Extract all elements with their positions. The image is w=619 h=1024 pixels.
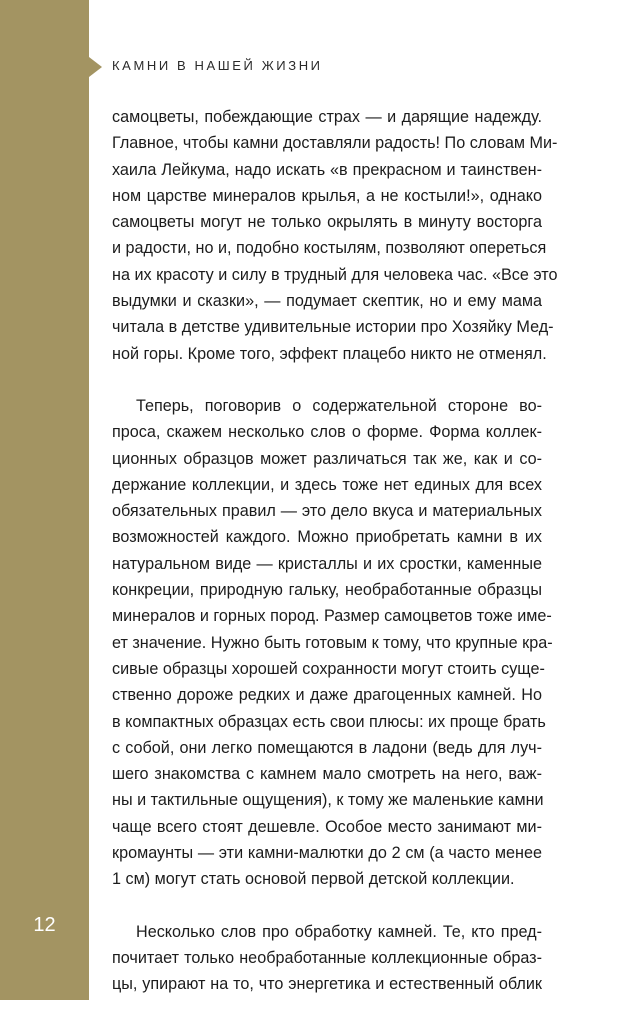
text-line: кромаунты — эти камни-малютки до 2 см (а часто менее bbox=[112, 844, 542, 863]
text-line: конкреции, природную гальку, необработанные образцы bbox=[112, 581, 542, 600]
text-line: чаще всего стоят дешевле. Особое место занимают ми- bbox=[112, 817, 542, 836]
running-head: КАМНИ В НАШЕЙ ЖИЗНИ bbox=[112, 58, 323, 73]
text-line: проса, скажем несколько слов о форме. Форма коллек- bbox=[112, 423, 542, 442]
text-line: сивые образцы хорошей сохранности могут стоить суще- bbox=[112, 659, 545, 678]
text-line: 1 см) могут стать основой первой детской коллекции. bbox=[112, 870, 515, 889]
text-line: обязательных правил — это дело вкуса и материальных bbox=[112, 502, 542, 521]
text-line: ственно дороже редких и даже драгоценных камней. Но bbox=[112, 686, 542, 705]
text-line: ном царстве минералов крылья, а не костыли!», однако bbox=[112, 186, 542, 205]
text-line: держание коллекции, и здесь тоже нет единых для всех bbox=[112, 475, 542, 494]
text-line: почитает только необработанные коллекционные образ- bbox=[112, 948, 542, 967]
text-line: Теперь, поговорив о содержательной стороне во- bbox=[136, 396, 542, 415]
text-line: минералов и горных пород. Размер самоцветов тоже име- bbox=[112, 607, 552, 626]
paragraph-2 bbox=[112, 393, 553, 893]
text-line: с собой, они легко помещаются в ладони (ведь для луч- bbox=[112, 738, 542, 757]
page-number: 12 bbox=[33, 914, 56, 936]
text-line: самоцветы, побеждающие страх — и дарящие надежду. bbox=[112, 108, 542, 126]
text-line: выдумки и сказки», — подумает скептик, но и ему мама bbox=[112, 292, 542, 311]
text-line: ционных образцов может различаться так же, как и со- bbox=[112, 449, 542, 468]
body-text bbox=[112, 104, 558, 1024]
text-line: на их красоту и силу в трудный для человека час. «Все это bbox=[112, 265, 558, 284]
text-line: цы, упирают на то, что энергетика и естественный облик bbox=[112, 975, 542, 994]
text-line: хаила Лейкума, надо искать «в прекрасном и таинствен- bbox=[112, 160, 542, 179]
paragraph-1 bbox=[112, 104, 558, 367]
text-line: ны и тактильные ощущения), к тому же маленькие камни bbox=[112, 791, 544, 810]
text-line: Несколько слов про обработку камней. Те, кто пред- bbox=[136, 922, 542, 941]
text-line: натуральном виде — кристаллы и их сростки, каменные bbox=[112, 554, 542, 573]
text-line: шего знакомства с камнем мало смотреть на него, важ- bbox=[112, 765, 542, 784]
text-line: Главное, чтобы камни доставляли радость! По словам Ми- bbox=[112, 134, 558, 153]
text-line: ной горы. Кроме того, эффект плацебо никто не отменял. bbox=[112, 344, 547, 363]
running-head-marker bbox=[89, 57, 102, 77]
text-line: возможностей каждого. Можно приобретать камни в их bbox=[112, 528, 542, 547]
text-line: ет значение. Нужно быть готовым к тому, что крупные кра- bbox=[112, 633, 553, 652]
text-line: самоцветы могут не только окрылять в минуту восторга bbox=[112, 213, 542, 232]
paragraph-3 bbox=[112, 919, 542, 998]
text-line: в компактных образцах есть свои плюсы: их проще брать bbox=[112, 712, 546, 731]
side-band bbox=[0, 0, 89, 1000]
text-line: и радости, но и, подобно костылям, позволяют опереться bbox=[112, 239, 547, 258]
text-line: читала в детстве удивительные истории про Хозяйку Мед- bbox=[112, 318, 554, 337]
